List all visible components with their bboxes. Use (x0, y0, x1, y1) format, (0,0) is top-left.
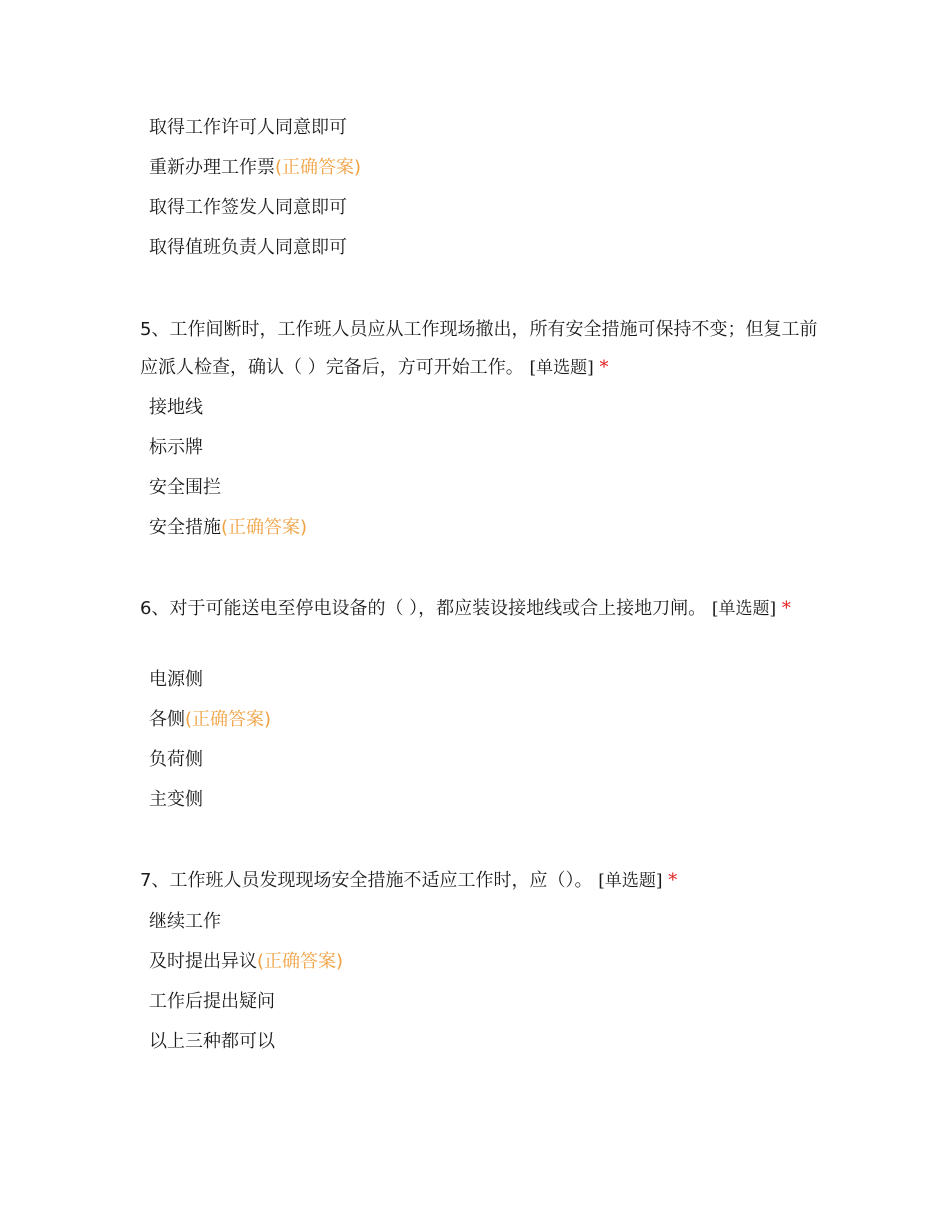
option-text: 电源侧 (149, 669, 203, 690)
correct-answer-label: (正确答案) (275, 157, 362, 178)
option-q4-c[interactable] (149, 194, 361, 234)
option-text: 重新办理工作票 (149, 157, 275, 178)
option-text: 取得工作许可人同意即可 (149, 117, 347, 138)
option-text: 及时提出异议 (149, 951, 257, 972)
question-type: [单选题] (711, 599, 777, 619)
option-q4-b[interactable] (149, 154, 361, 194)
option-q6-a[interactable] (149, 666, 271, 706)
option-text: 取得值班负责人同意即可 (149, 237, 347, 258)
option-text: 各侧 (149, 709, 185, 730)
required-marker: * (668, 870, 678, 891)
required-marker: * (599, 357, 609, 378)
option-text: 负荷侧 (149, 749, 203, 770)
question-6-title (140, 590, 815, 628)
option-q4-d[interactable] (149, 234, 361, 274)
option-q6-b[interactable] (149, 706, 271, 746)
question-text: 6、对于可能送电至停电设备的（ ），都应装设接地线或合上接地刀闸。 (140, 598, 707, 619)
option-q7-d[interactable] (149, 1028, 343, 1068)
option-text: 安全措施 (149, 517, 221, 538)
option-q7-b[interactable] (149, 948, 343, 988)
question-type: [单选题] (598, 871, 663, 891)
option-q5-d[interactable] (149, 514, 307, 554)
q4-options (149, 114, 361, 274)
question-text: 7、工作班人员发现现场安全措施不适应工作时，应（）。 (140, 870, 593, 891)
question-type: [单选题] (529, 358, 594, 378)
option-text: 继续工作 (149, 911, 221, 932)
option-text: 安全围拦 (149, 477, 221, 498)
option-text: 主变侧 (149, 789, 203, 810)
question-7-title (140, 862, 820, 900)
q5-options (149, 394, 307, 554)
q6-options (149, 666, 271, 826)
correct-answer-label: (正确答案) (221, 517, 308, 538)
option-q5-c[interactable] (149, 474, 307, 514)
option-q5-b[interactable] (149, 434, 307, 474)
q7-options (149, 908, 343, 1068)
option-q4-a[interactable] (149, 114, 361, 154)
question-5-title (140, 311, 820, 387)
option-text: 接地线 (149, 397, 203, 418)
option-q6-c[interactable] (149, 746, 271, 786)
option-q5-a[interactable] (149, 394, 307, 434)
question-text: 5、工作间断时，工作班人员应从工作现场撤出，所有安全措施可保持不变；但复工前应派人检查，确认（ ）完备后，方可开始工作。 (140, 319, 818, 378)
option-text: 取得工作签发人同意即可 (149, 197, 347, 218)
option-q7-c[interactable] (149, 988, 343, 1028)
option-text: 标示牌 (149, 437, 203, 458)
option-q7-a[interactable] (149, 908, 343, 948)
option-q6-d[interactable] (149, 786, 271, 826)
correct-answer-label: (正确答案) (185, 709, 272, 730)
required-marker: * (781, 598, 791, 619)
option-text: 以上三种都可以 (149, 1031, 275, 1052)
correct-answer-label: (正确答案) (257, 951, 344, 972)
option-text: 工作后提出疑问 (149, 991, 275, 1012)
